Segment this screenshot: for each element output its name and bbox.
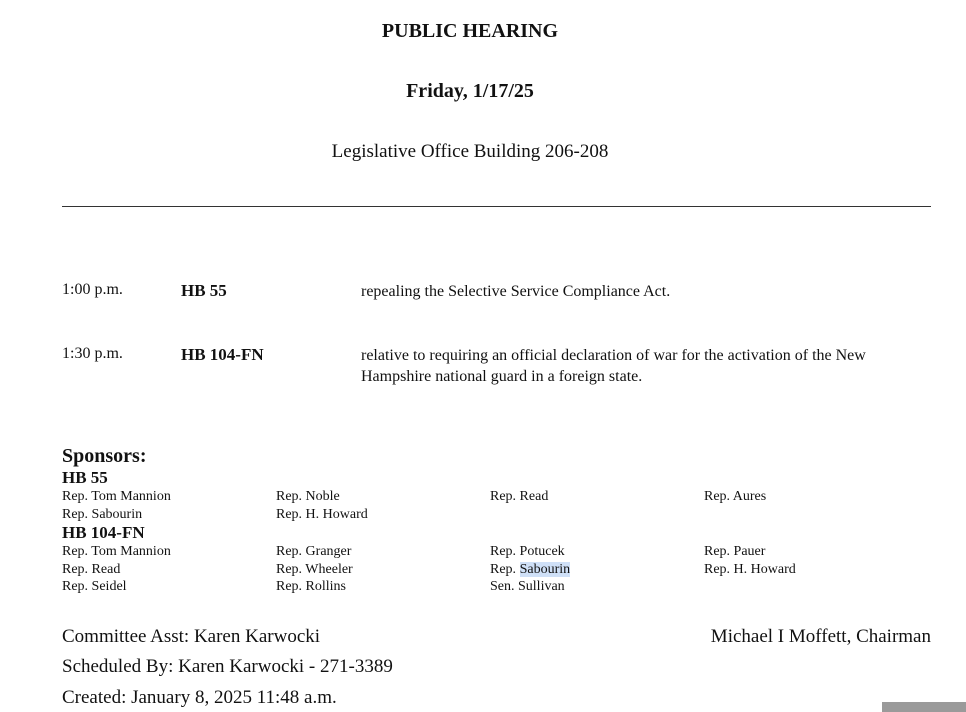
sponsor-name: Rep. Tom Mannion — [62, 544, 171, 559]
sponsor-name: Rep. H. Howard — [276, 506, 368, 522]
sponsor-list — [62, 489, 922, 524]
chairman: Michael I Moffett, Chairman — [710, 626, 931, 647]
sponsor-name: Rep. Noble — [276, 489, 340, 504]
sponsor-name: Sen. Sullivan — [490, 579, 565, 594]
sponsor-bill-heading: HB 55 — [62, 468, 108, 487]
hearing-description: repealing the Selective Service Compliance Act. — [361, 283, 671, 300]
sponsor-name: Rep. Pauer — [704, 544, 766, 559]
sponsor-name: Rep. Read — [490, 489, 549, 504]
sponsor-name: Rep. Sabourin — [62, 506, 143, 522]
sponsor-name: Rep. Wheeler — [276, 561, 353, 577]
sponsor-bill-heading: HB 104-FN — [62, 523, 145, 542]
sponsor-name: Rep. Potucek — [490, 544, 565, 559]
sponsors-heading: Sponsors: — [62, 445, 147, 467]
sponsor-name: Rep. Granger — [276, 544, 352, 559]
sponsor-name-selected[interactable] — [490, 562, 704, 580]
hearing-date: Friday, 1/17/25 — [406, 80, 534, 102]
sponsor-prefix: Rep. — [490, 561, 520, 577]
sponsor-name: Rep. H. Howard — [704, 561, 796, 577]
sponsor-name: Rep. Read — [62, 561, 121, 577]
divider — [62, 206, 931, 207]
sponsor-name: Rep. Tom Mannion — [62, 489, 171, 504]
sponsor-name: Rep. Aures — [704, 489, 767, 504]
hearing-description: relative to requiring an official declaration of war for the activation of the New Hampshire national guard in a foreign state. — [361, 347, 866, 385]
hearing-time: 1:00 p.m. — [62, 281, 123, 298]
hearing-time: 1:30 p.m. — [62, 345, 123, 362]
hearing-bill: HB 104-FN — [181, 345, 264, 364]
sponsor-name: Rep. Rollins — [276, 579, 347, 594]
sponsor-list — [62, 544, 922, 597]
hearing-location: Legislative Office Building 206-208 — [331, 141, 609, 162]
hearing-bill: HB 55 — [181, 281, 227, 300]
committee-assistant: Committee Asst: Karen Karwocki — [62, 626, 321, 647]
scrollbar-thumb[interactable] — [882, 702, 966, 712]
created-date: Created: January 8, 2025 11:48 a.m. — [62, 687, 337, 708]
page-title: PUBLIC HEARING — [381, 20, 559, 42]
sponsor-name: Rep. Seidel — [62, 579, 127, 594]
scheduled-by: Scheduled By: Karen Karwocki - 271-3389 — [62, 656, 393, 677]
selected-text[interactable]: Sabourin — [519, 561, 571, 577]
